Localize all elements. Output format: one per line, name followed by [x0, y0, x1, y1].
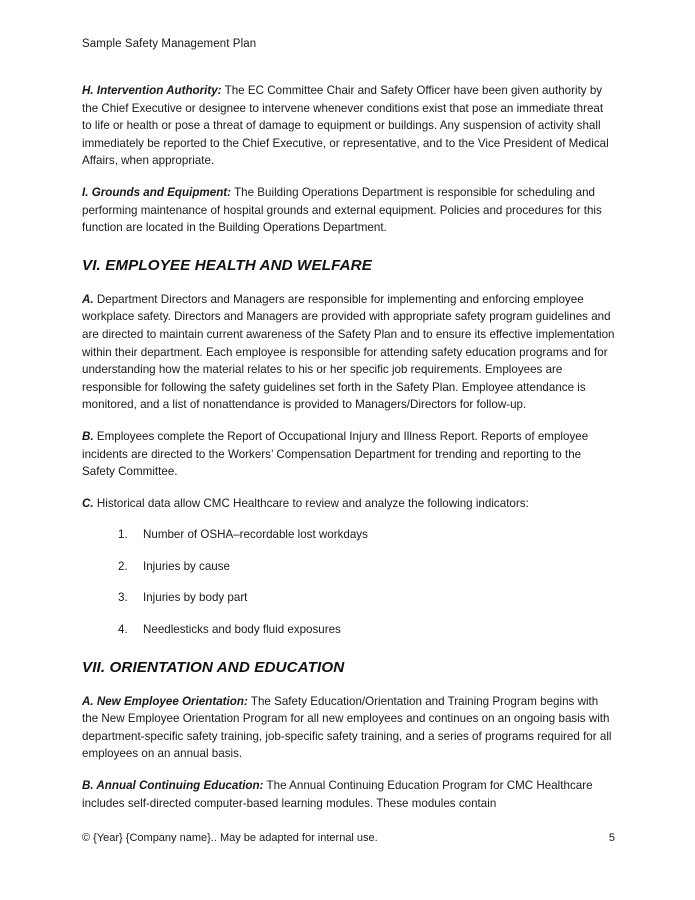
- list-item-number: 2.: [118, 559, 128, 573]
- paragraph-vi-a: [82, 291, 615, 414]
- list-item-label: Injuries by cause: [143, 559, 230, 573]
- paragraph-vii-b: [82, 777, 615, 812]
- list-item-number: 3.: [118, 591, 128, 605]
- list-item-number: 4.: [118, 623, 128, 637]
- list-item: [82, 621, 615, 639]
- list-item-number: 1.: [118, 528, 128, 542]
- paragraph-intervention-authority: [82, 82, 615, 170]
- paragraph-lead-label: B.: [82, 429, 94, 443]
- list-item-label: Number of OSHA–recordable lost workdays: [143, 528, 368, 542]
- paragraph-text: The Building Operations Department is responsible for scheduling and performing maintenance of hospital grounds and external equipment. Policies and procedures for this function are located in the Building Operations Department.: [82, 185, 602, 235]
- section-heading-vi: VI. EMPLOYEE HEALTH AND WELFARE: [82, 256, 372, 274]
- footer-copyright: © {Year} {Company name}.. May be adapted for internal use.: [82, 832, 378, 844]
- paragraph-vi-b: [82, 428, 615, 481]
- paragraph-text: The EC Committee Chair and Safety Officer have been given authority by the Chief Executive or designee to intervene whenever conditions exist that pose an immediate threat to life or health or pose a threat of damage to equipment or buildings. Any suspension of activity shall immediately be reported to the Chief Executive, or representative, and to the Vice President of Medical Affairs, when appropriate.: [82, 84, 609, 168]
- list-item-label: Needlesticks and body fluid exposures: [143, 623, 341, 637]
- list-item: [82, 558, 615, 576]
- paragraph-vi-c: [82, 495, 615, 513]
- paragraph-lead-label: C.: [82, 496, 94, 510]
- section-heading-vii: VII. ORIENTATION AND EDUCATION: [82, 658, 345, 676]
- paragraph-lead-label: B. Annual Continuing Education:: [82, 779, 264, 793]
- footer-page-number: 5: [608, 832, 615, 844]
- paragraph-text: Department Directors and Managers are responsible for implementing and enforcing employee workplace safety. Directors and Managers are provided with appropriate safety program guidelines and are directed to maintain current awareness of the Safety Plan and to ensure its effective implementation within their department. Each employee is responsible for attending safety education programs and for understanding how the material relates to his or her specific job requirements. Employees are responsible for following the safety guidelines set forth in the Safety Plan. Employee attendance is monitored, and a list of nonattendance is provided to Managers/Directors for follow-up.: [82, 292, 615, 412]
- paragraph-vii-a: [82, 693, 615, 763]
- paragraph-lead-label: A. New Employee Orientation:: [82, 694, 248, 708]
- paragraph-grounds-and-equipment: [82, 184, 615, 237]
- paragraph-lead-label: I. Grounds and Equipment:: [82, 185, 232, 199]
- indicator-list: [82, 526, 615, 638]
- paragraph-lead-label: H. Intervention Authority:: [82, 84, 222, 97]
- paragraph-lead-label: A.: [82, 292, 94, 306]
- paragraph-text: The Safety Education/Orientation and Training Program begins with the New Employee Orientation Program for all new employees and continues on an ongoing basis with department-specific safety training, job-specific safety training, and a series of programs required for all employees on an annual basis.: [82, 694, 612, 761]
- page-footer: [82, 832, 615, 844]
- paragraph-text: Employees complete the Report of Occupational Injury and Illness Report. Reports of employee incidents are directed to the Workers’ Compensation Department for trending and reporting to the Safety Committee.: [82, 429, 589, 479]
- list-item: [82, 526, 615, 544]
- paragraph-text: Historical data allow CMC Healthcare to review and analyze the following indicators:: [93, 496, 529, 510]
- paragraph-text: The Annual Continuing Education Program for CMC Healthcare includes self-directed computer-based learning modules. These modules contain: [82, 779, 593, 810]
- document-body: [82, 82, 615, 826]
- list-item-label: Injuries by body part: [143, 591, 248, 605]
- running-header: Sample Safety Management Plan: [82, 38, 257, 50]
- list-item: [82, 589, 615, 607]
